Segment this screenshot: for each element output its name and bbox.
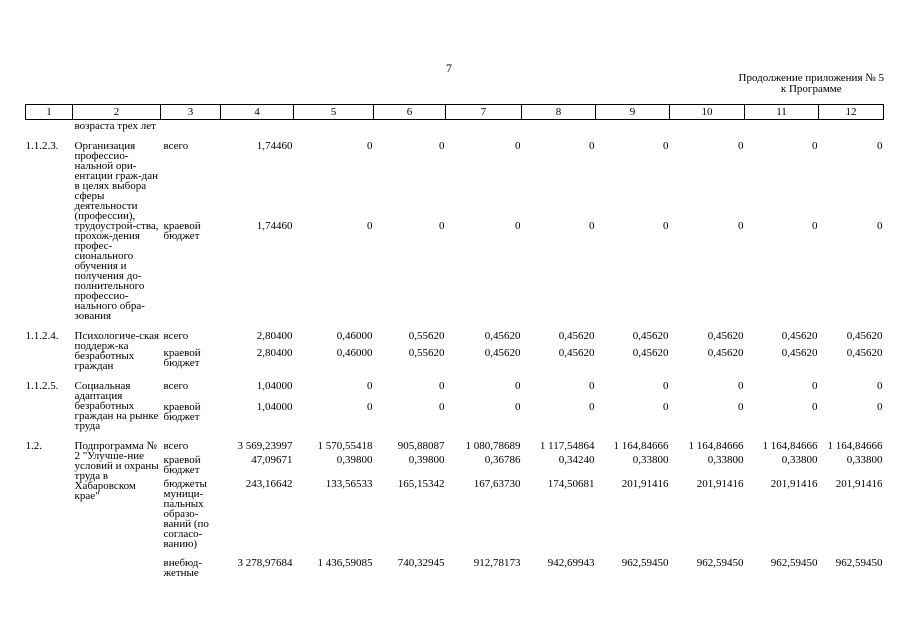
value-cell: 2,80400 bbox=[256, 330, 293, 342]
item-name: Организация профессио-нальной ори-ентации граж-дан в целях выбора сферы деятельности (профессии), трудоустрой-ства, прохож-дения профес-сионального обучения и получения до-полнительного профессио-нального обра-зования bbox=[74, 140, 159, 322]
value-cell: 0 bbox=[589, 140, 595, 152]
value-cell: 1 117,54864 bbox=[539, 440, 595, 452]
value-cell: 1,74460 bbox=[256, 220, 293, 233]
funding-source: краевой бюджет bbox=[163, 454, 201, 476]
table-body bbox=[26, 120, 884, 579]
header-cell: 1 bbox=[26, 105, 73, 120]
value-cell: 0 bbox=[663, 380, 669, 392]
table-row bbox=[26, 371, 884, 398]
value-cell: 1 436,59085 bbox=[317, 557, 373, 569]
value-cell: 942,69943 bbox=[547, 557, 595, 569]
value-cell: 0 bbox=[812, 220, 818, 233]
value-cell: 1,04000 bbox=[256, 401, 293, 414]
value-cell: 0 bbox=[367, 401, 373, 414]
value-cell: 0,45620 bbox=[781, 346, 818, 359]
funding-source: краевой бюджет bbox=[163, 401, 201, 424]
value-cell: 0,55620 bbox=[408, 346, 445, 359]
item-name: Социальная адаптация безработных граждан на рынке труда bbox=[74, 380, 159, 432]
value-cell: 0 bbox=[439, 140, 445, 152]
value-cell: 0 bbox=[515, 380, 521, 392]
value-cell: 0,45620 bbox=[484, 346, 521, 359]
page-number: 7 bbox=[446, 61, 452, 75]
value-cell: 0 bbox=[663, 140, 669, 152]
value-cell: 3 569,23997 bbox=[237, 440, 293, 452]
item-name: Подпрограмма № 2 "Улучше-ние условий и охраны труда в Хабаровском крае" bbox=[74, 440, 159, 502]
value-cell: 1 570,55418 bbox=[317, 440, 373, 452]
header-cell: 6 bbox=[374, 105, 446, 120]
appendix-line-2: к Программе bbox=[780, 83, 842, 95]
header-cell: 11 bbox=[745, 105, 819, 120]
value-cell: 962,59450 bbox=[770, 557, 818, 569]
value-cell: 0,45620 bbox=[632, 346, 669, 359]
value-cell: 0 bbox=[877, 220, 883, 233]
value-cell: 0,33800 bbox=[707, 454, 744, 466]
value-cell: 201,91416 bbox=[835, 478, 883, 490]
value-cell: 0 bbox=[738, 380, 744, 392]
value-cell: 0,45620 bbox=[558, 346, 595, 359]
value-cell: 0 bbox=[589, 380, 595, 392]
value-cell: 2,80400 bbox=[256, 346, 293, 359]
value-cell: 243,16642 bbox=[245, 478, 293, 490]
value-cell: 1,74460 bbox=[256, 140, 293, 152]
item-code: 1.2. bbox=[25, 440, 42, 452]
value-cell: 0,46000 bbox=[336, 330, 373, 342]
value-cell: 905,88087 bbox=[397, 440, 445, 452]
value-cell: 1 080,78689 bbox=[465, 440, 521, 452]
value-cell: 0,45620 bbox=[707, 346, 744, 359]
budget-table bbox=[25, 104, 884, 578]
value-cell: 0,46000 bbox=[336, 346, 373, 359]
value-cell: 1 164,84666 bbox=[688, 440, 744, 452]
value-cell: 0 bbox=[812, 380, 818, 392]
value-cell: 165,15342 bbox=[397, 478, 445, 490]
value-cell: 174,50681 bbox=[547, 478, 595, 490]
value-cell: 0 bbox=[515, 140, 521, 152]
value-cell: 0 bbox=[515, 220, 521, 233]
continuation-row bbox=[26, 120, 884, 132]
funding-source: всего bbox=[163, 330, 189, 342]
value-cell: 0,45620 bbox=[846, 346, 883, 359]
value-cell: 0 bbox=[367, 140, 373, 152]
value-cell: 201,91416 bbox=[621, 478, 669, 490]
value-cell: 201,91416 bbox=[696, 478, 744, 490]
value-cell: 912,78173 bbox=[473, 557, 521, 569]
value-cell: 0 bbox=[589, 220, 595, 233]
value-cell: 0,55620 bbox=[408, 330, 445, 342]
value-cell: 0,45620 bbox=[484, 330, 521, 342]
value-cell: 0,34240 bbox=[558, 454, 595, 466]
value-cell: 0 bbox=[877, 401, 883, 414]
header-row bbox=[26, 105, 884, 120]
value-cell: 0 bbox=[877, 380, 883, 392]
value-cell: 0 bbox=[367, 380, 373, 392]
value-cell: 201,91416 bbox=[770, 478, 818, 490]
item-code: 1.1.2.4. bbox=[25, 330, 59, 342]
value-cell: 0 bbox=[738, 401, 744, 414]
value-cell: 0,39800 bbox=[408, 454, 445, 466]
value-cell: 0 bbox=[877, 140, 883, 152]
value-cell: 0,45620 bbox=[632, 330, 669, 342]
funding-source: краевой бюджет bbox=[163, 346, 201, 369]
value-cell: 0,45620 bbox=[846, 330, 883, 342]
value-cell: 1 164,84666 bbox=[762, 440, 818, 452]
header-cell: 5 bbox=[294, 105, 374, 120]
value-cell: 0 bbox=[663, 220, 669, 233]
funding-source: краевой бюджет bbox=[163, 220, 201, 243]
value-cell: 3 278,97684 bbox=[237, 557, 293, 569]
appendix-line-1: Продолжение приложения № 5 bbox=[738, 72, 884, 84]
header-cell: 2 bbox=[73, 105, 161, 120]
value-cell: 0,45620 bbox=[707, 330, 744, 342]
header-cell: 7 bbox=[446, 105, 522, 120]
table-row bbox=[26, 431, 884, 451]
header-cell: 8 bbox=[522, 105, 596, 120]
item-name: возраста трех лет bbox=[74, 120, 156, 132]
value-cell: 0,39800 bbox=[336, 454, 373, 466]
value-cell: 167,63730 bbox=[473, 478, 521, 490]
value-cell: 1,04000 bbox=[256, 380, 293, 392]
value-cell: 0,45620 bbox=[558, 330, 595, 342]
value-cell: 133,56533 bbox=[325, 478, 373, 490]
value-cell: 0,33800 bbox=[632, 454, 669, 466]
funding-source: всего bbox=[163, 140, 189, 152]
value-cell: 740,32945 bbox=[397, 557, 445, 569]
value-cell: 0 bbox=[738, 220, 744, 233]
header-cell: 9 bbox=[596, 105, 670, 120]
item-code: 1.1.2.5. bbox=[25, 380, 59, 392]
funding-source: бюджеты муници-пальных образо-ваний (по согласо-ванию) bbox=[163, 478, 209, 550]
appendix-caption bbox=[739, 73, 884, 95]
funding-source: внебюд-жетные bbox=[163, 557, 202, 579]
funding-source: всего bbox=[163, 380, 189, 392]
value-cell: 0 bbox=[367, 220, 373, 233]
value-cell: 0 bbox=[439, 220, 445, 233]
item-code: 1.1.2.3. bbox=[25, 140, 59, 152]
value-cell: 0 bbox=[515, 401, 521, 414]
table-row bbox=[26, 131, 884, 217]
value-cell: 962,59450 bbox=[696, 557, 744, 569]
item-name: Психологиче-ская поддерж-ка безработных граждан bbox=[74, 330, 160, 372]
value-cell: 0 bbox=[439, 401, 445, 414]
value-cell: 1 164,84666 bbox=[613, 440, 669, 452]
value-cell: 0 bbox=[663, 401, 669, 414]
value-cell: 0,45620 bbox=[781, 330, 818, 342]
value-cell: 0,33800 bbox=[846, 454, 883, 466]
header-cell: 3 bbox=[161, 105, 221, 120]
header-cell: 12 bbox=[819, 105, 884, 120]
value-cell: 962,59450 bbox=[621, 557, 669, 569]
value-cell: 0 bbox=[738, 140, 744, 152]
header-cell: 4 bbox=[221, 105, 294, 120]
value-cell: 0 bbox=[812, 401, 818, 414]
table-row bbox=[26, 321, 884, 344]
value-cell: 47,09671 bbox=[251, 454, 293, 466]
funding-source: всего bbox=[163, 440, 189, 452]
value-cell: 0 bbox=[812, 140, 818, 152]
value-cell: 0 bbox=[589, 401, 595, 414]
header-cell: 10 bbox=[670, 105, 745, 120]
value-cell: 962,59450 bbox=[835, 557, 883, 569]
value-cell: 0,33800 bbox=[781, 454, 818, 466]
value-cell: 0 bbox=[439, 380, 445, 392]
value-cell: 0,36786 bbox=[484, 454, 521, 466]
value-cell: 1 164,84666 bbox=[827, 440, 883, 452]
